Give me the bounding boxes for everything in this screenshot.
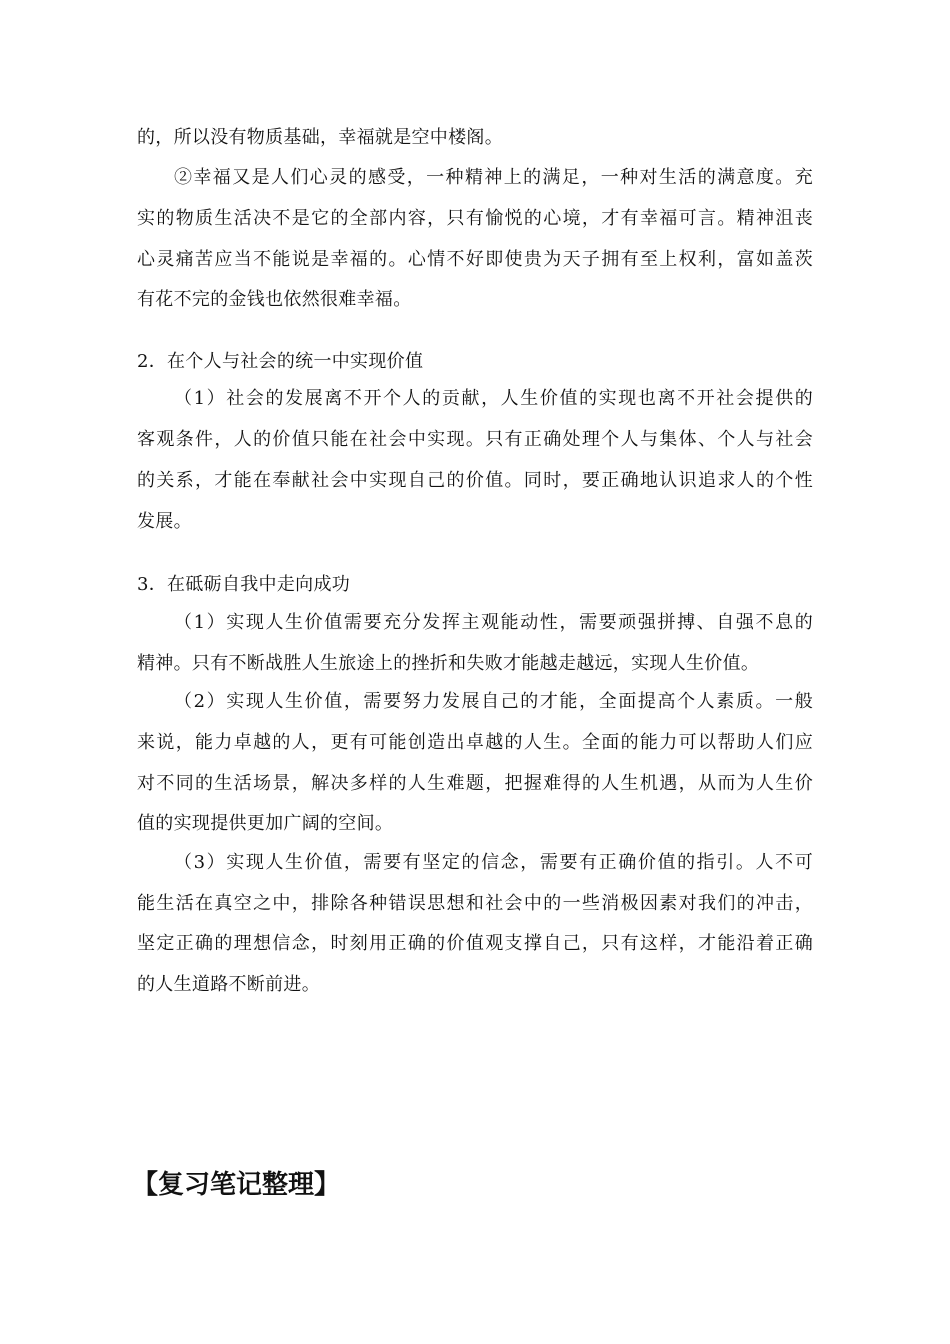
section-3-paragraph-3-line-2: 能生活在真空之中，排除各种错误思想和社会中的一些消极因素对我们的冲击， (137, 893, 813, 914)
section-3-paragraph-2-line-1: （2）实现人生价值，需要努力发展自己的才能，全面提高个人素质。一般 (174, 691, 813, 712)
section-2-paragraph-line-3: 的关系，才能在奉献社会中实现自己的价值。同时，要正确地认识追求人的个性 (137, 470, 813, 491)
section-3-paragraph-3-line-1: （3）实现人生价值，需要有坚定的信念，需要有正确价值的指引。人不可 (174, 852, 813, 873)
section-2-paragraph-line-4: 发展。 (137, 511, 192, 532)
section-3-heading: 3．在砥砺自我中走向成功 (137, 574, 351, 595)
paragraph-happiness-line-2: 实的物质生活决不是它的全部内容，只有愉悦的心境，才有幸福可言。精神沮丧 (137, 208, 813, 229)
section-3-paragraph-2-line-4: 值的实现提供更加广阔的空间。 (137, 813, 394, 834)
section-2-paragraph-line-1: （1）社会的发展离不开个人的贡献，人生价值的实现也离不开社会提供的 (174, 388, 813, 409)
paragraph-happiness-line-4: 有花不完的金钱也依然很难幸福。 (137, 289, 412, 310)
section-2-heading: 2．在个人与社会的统一中实现价值 (137, 351, 424, 372)
paragraph-happiness-line-1: ②幸福又是人们心灵的感受，一种精神上的满足，一种对生活的满意度。充 (174, 167, 813, 188)
section-3-paragraph-2-line-3: 对不同的生活场景，解决多样的人生难题，把握难得的人生机遇，从而为人生价 (137, 773, 813, 794)
paragraph-continuation-line: 的，所以没有物质基础，幸福就是空中楼阁。 (137, 127, 503, 148)
section-2-paragraph-line-2: 客观条件，人的价值只能在社会中实现。只有正确处理个人与集体、个人与社会 (137, 429, 813, 450)
paragraph-happiness-line-3: 心灵痛苦应当不能说是幸福的。心情不好即使贵为天子拥有至上权利，富如盖茨 (137, 249, 813, 270)
section-3-paragraph-1-line-2: 精神。只有不断战胜人生旅途上的挫折和失败才能越走越远，实现人生价值。 (137, 653, 760, 674)
review-notes-heading: 【复习笔记整理】 (132, 1170, 341, 1200)
section-3-paragraph-2-line-2: 来说，能力卓越的人，更有可能创造出卓越的人生。全面的能力可以帮助人们应 (137, 732, 813, 753)
section-3-paragraph-3-line-3: 坚定正确的理想信念，时刻用正确的价值观支撑自己，只有这样，才能沿着正确 (137, 933, 813, 954)
section-3-paragraph-3-line-4: 的人生道路不断前进。 (137, 974, 320, 995)
section-3-paragraph-1-line-1: （1）实现人生价值需要充分发挥主观能动性，需要顽强拼搏、自强不息的 (174, 612, 813, 633)
